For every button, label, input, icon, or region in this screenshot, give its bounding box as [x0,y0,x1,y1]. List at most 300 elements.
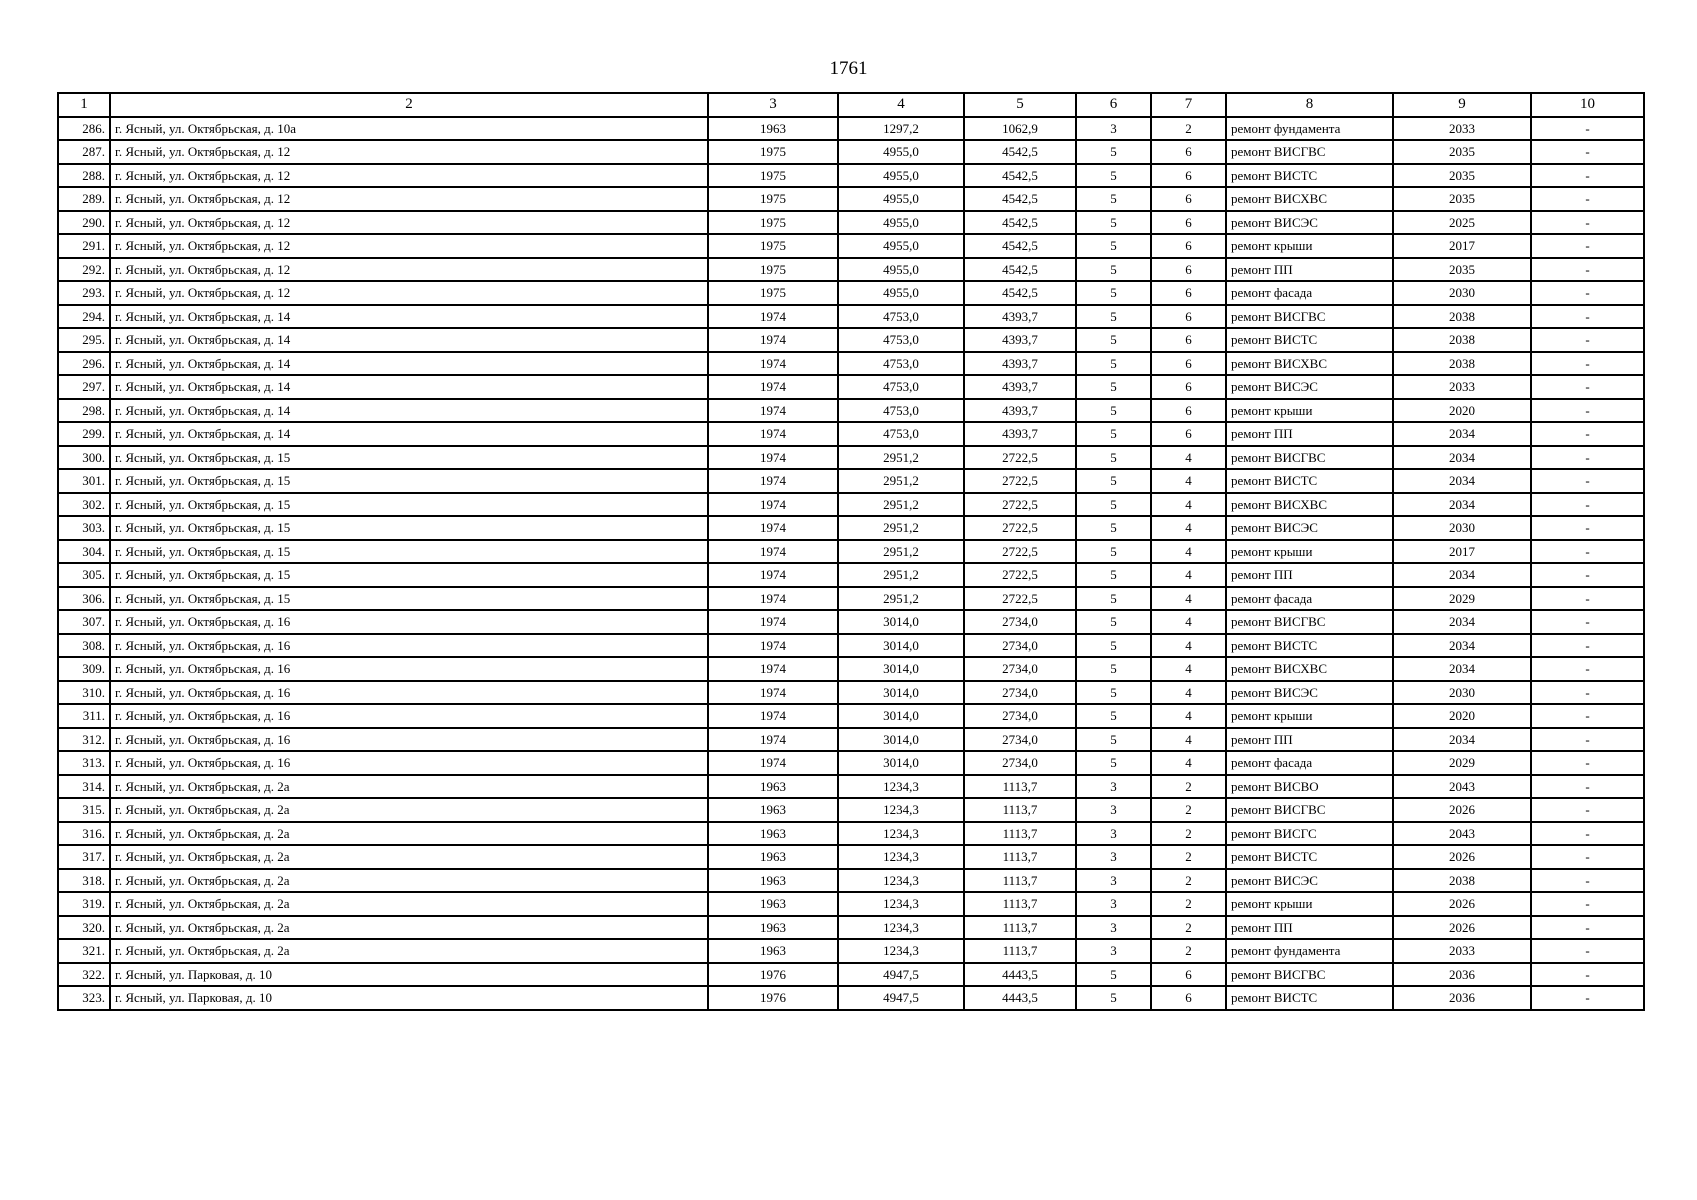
table-row [58,281,1644,305]
floors-cell: 5 [1076,375,1151,399]
table-row [58,610,1644,634]
planned-year-cell: 2038 [1393,869,1531,893]
note-cell: - [1531,211,1644,235]
total-area-cell: 3014,0 [838,610,964,634]
year-cell: 1975 [708,258,838,282]
address-cell: г. Ясный, ул. Октябрьская, д. 2а [110,869,708,893]
table-row [58,234,1644,258]
entrances-cell: 6 [1151,187,1226,211]
row-number: 286. [58,117,110,141]
total-area-cell: 4955,0 [838,234,964,258]
total-area-cell: 1234,3 [838,822,964,846]
planned-year-cell: 2026 [1393,916,1531,940]
note-cell: - [1531,869,1644,893]
entrances-cell: 6 [1151,399,1226,423]
total-area-cell: 4955,0 [838,281,964,305]
floors-cell: 3 [1076,798,1151,822]
table-row [58,681,1644,705]
floors-cell: 5 [1076,704,1151,728]
living-area-cell: 1062,9 [964,117,1076,141]
year-cell: 1976 [708,986,838,1010]
table-row [58,540,1644,564]
floors-cell: 5 [1076,234,1151,258]
note-cell: - [1531,775,1644,799]
floors-cell: 5 [1076,610,1151,634]
note-cell: - [1531,117,1644,141]
row-number: 294. [58,305,110,329]
address-cell: г. Ясный, ул. Октябрьская, д. 16 [110,728,708,752]
entrances-cell: 4 [1151,446,1226,470]
entrances-cell: 6 [1151,140,1226,164]
living-area-cell: 2722,5 [964,469,1076,493]
note-cell: - [1531,164,1644,188]
address-cell: г. Ясный, ул. Октябрьская, д. 2а [110,939,708,963]
living-area-cell: 4393,7 [964,305,1076,329]
work-type-cell: ремонт ВИСГВС [1226,446,1393,470]
note-cell: - [1531,328,1644,352]
planned-year-cell: 2034 [1393,657,1531,681]
table-row [58,563,1644,587]
total-area-cell: 1234,3 [838,845,964,869]
entrances-cell: 2 [1151,117,1226,141]
entrances-cell: 4 [1151,516,1226,540]
note-cell: - [1531,140,1644,164]
planned-year-cell: 2017 [1393,540,1531,564]
work-type-cell: ремонт ПП [1226,563,1393,587]
living-area-cell: 2734,0 [964,681,1076,705]
planned-year-cell: 2034 [1393,634,1531,658]
row-number: 302. [58,493,110,517]
note-cell: - [1531,657,1644,681]
row-number: 322. [58,963,110,987]
work-type-cell: ремонт ВИСТС [1226,634,1393,658]
living-area-cell: 2734,0 [964,728,1076,752]
planned-year-cell: 2033 [1393,117,1531,141]
entrances-cell: 6 [1151,164,1226,188]
total-area-cell: 2951,2 [838,446,964,470]
floors-cell: 5 [1076,469,1151,493]
table-body [58,117,1644,1010]
year-cell: 1974 [708,328,838,352]
row-number: 287. [58,140,110,164]
column-header: 4 [838,93,964,117]
address-cell: г. Ясный, ул. Октябрьская, д. 14 [110,422,708,446]
table-row [58,657,1644,681]
year-cell: 1974 [708,352,838,376]
row-number: 314. [58,775,110,799]
work-type-cell: ремонт фасада [1226,281,1393,305]
note-cell: - [1531,187,1644,211]
note-cell: - [1531,446,1644,470]
living-area-cell: 2722,5 [964,493,1076,517]
column-header: 8 [1226,93,1393,117]
table-row [58,352,1644,376]
entrances-cell: 4 [1151,681,1226,705]
note-cell: - [1531,916,1644,940]
year-cell: 1975 [708,164,838,188]
living-area-cell: 1113,7 [964,822,1076,846]
living-area-cell: 4542,5 [964,281,1076,305]
year-cell: 1974 [708,422,838,446]
work-type-cell: ремонт крыши [1226,399,1393,423]
year-cell: 1963 [708,798,838,822]
floors-cell: 5 [1076,422,1151,446]
total-area-cell: 4955,0 [838,258,964,282]
work-type-cell: ремонт ВИСТС [1226,328,1393,352]
year-cell: 1975 [708,187,838,211]
total-area-cell: 4753,0 [838,422,964,446]
living-area-cell: 2734,0 [964,751,1076,775]
table-row [58,869,1644,893]
table-row [58,775,1644,799]
row-number: 312. [58,728,110,752]
address-cell: г. Ясный, ул. Октябрьская, д. 2а [110,845,708,869]
floors-cell: 3 [1076,822,1151,846]
total-area-cell: 1297,2 [838,117,964,141]
table-row [58,211,1644,235]
table-row [58,845,1644,869]
floors-cell: 5 [1076,258,1151,282]
table-row [58,704,1644,728]
table-row [58,587,1644,611]
note-cell: - [1531,986,1644,1010]
planned-year-cell: 2034 [1393,610,1531,634]
living-area-cell: 4443,5 [964,986,1076,1010]
total-area-cell: 4753,0 [838,328,964,352]
note-cell: - [1531,516,1644,540]
total-area-cell: 3014,0 [838,634,964,658]
year-cell: 1975 [708,281,838,305]
year-cell: 1974 [708,657,838,681]
note-cell: - [1531,728,1644,752]
planned-year-cell: 2038 [1393,328,1531,352]
entrances-cell: 4 [1151,610,1226,634]
total-area-cell: 2951,2 [838,587,964,611]
floors-cell: 3 [1076,775,1151,799]
address-cell: г. Ясный, ул. Октябрьская, д. 14 [110,375,708,399]
row-number: 298. [58,399,110,423]
note-cell: - [1531,681,1644,705]
living-area-cell: 4542,5 [964,211,1076,235]
floors-cell: 5 [1076,634,1151,658]
note-cell: - [1531,258,1644,282]
row-number: 310. [58,681,110,705]
living-area-cell: 4542,5 [964,164,1076,188]
year-cell: 1963 [708,916,838,940]
floors-cell: 5 [1076,305,1151,329]
address-cell: г. Ясный, ул. Октябрьская, д. 15 [110,563,708,587]
planned-year-cell: 2036 [1393,986,1531,1010]
address-cell: г. Ясный, ул. Октябрьская, д. 10а [110,117,708,141]
floors-cell: 5 [1076,328,1151,352]
floors-cell: 5 [1076,140,1151,164]
note-cell: - [1531,469,1644,493]
table-row [58,117,1644,141]
living-area-cell: 4542,5 [964,140,1076,164]
living-area-cell: 2722,5 [964,516,1076,540]
entrances-cell: 4 [1151,751,1226,775]
floors-cell: 5 [1076,352,1151,376]
planned-year-cell: 2043 [1393,822,1531,846]
total-area-cell: 3014,0 [838,704,964,728]
total-area-cell: 2951,2 [838,469,964,493]
row-number: 323. [58,986,110,1010]
row-number: 311. [58,704,110,728]
planned-year-cell: 2025 [1393,211,1531,235]
total-area-cell: 4753,0 [838,352,964,376]
row-number: 290. [58,211,110,235]
note-cell: - [1531,422,1644,446]
living-area-cell: 2734,0 [964,657,1076,681]
row-number: 291. [58,234,110,258]
living-area-cell: 2722,5 [964,563,1076,587]
address-cell: г. Ясный, ул. Октябрьская, д. 2а [110,892,708,916]
address-cell: г. Ясный, ул. Октябрьская, д. 12 [110,281,708,305]
total-area-cell: 1234,3 [838,775,964,799]
year-cell: 1974 [708,540,838,564]
floors-cell: 5 [1076,751,1151,775]
address-cell: г. Ясный, ул. Октябрьская, д. 14 [110,328,708,352]
year-cell: 1974 [708,751,838,775]
year-cell: 1974 [708,375,838,399]
planned-year-cell: 2035 [1393,140,1531,164]
work-type-cell: ремонт ВИСХВС [1226,352,1393,376]
entrances-cell: 4 [1151,704,1226,728]
table-row [58,187,1644,211]
planned-year-cell: 2034 [1393,563,1531,587]
floors-cell: 5 [1076,587,1151,611]
year-cell: 1974 [708,493,838,517]
entrances-cell: 2 [1151,775,1226,799]
living-area-cell: 4443,5 [964,963,1076,987]
column-header: 5 [964,93,1076,117]
entrances-cell: 6 [1151,963,1226,987]
address-cell: г. Ясный, ул. Парковая, д. 10 [110,986,708,1010]
year-cell: 1976 [708,963,838,987]
planned-year-cell: 2038 [1393,352,1531,376]
planned-year-cell: 2034 [1393,493,1531,517]
entrances-cell: 2 [1151,892,1226,916]
floors-cell: 5 [1076,963,1151,987]
address-cell: г. Ясный, ул. Октябрьская, д. 2а [110,822,708,846]
row-number: 309. [58,657,110,681]
work-type-cell: ремонт крыши [1226,704,1393,728]
table-row [58,798,1644,822]
row-number: 305. [58,563,110,587]
table-row [58,963,1644,987]
year-cell: 1963 [708,939,838,963]
address-cell: г. Ясный, ул. Октябрьская, д. 15 [110,469,708,493]
work-type-cell: ремонт ВИСГВС [1226,305,1393,329]
work-type-cell: ремонт ВИСЭС [1226,516,1393,540]
address-cell: г. Ясный, ул. Октябрьская, д. 2а [110,775,708,799]
entrances-cell: 6 [1151,305,1226,329]
row-number: 304. [58,540,110,564]
row-number: 299. [58,422,110,446]
address-cell: г. Ясный, ул. Октябрьская, д. 12 [110,211,708,235]
living-area-cell: 1113,7 [964,775,1076,799]
planned-year-cell: 2030 [1393,681,1531,705]
living-area-cell: 1113,7 [964,798,1076,822]
column-header: 6 [1076,93,1151,117]
address-cell: г. Ясный, ул. Октябрьская, д. 2а [110,916,708,940]
floors-cell: 3 [1076,117,1151,141]
row-number: 296. [58,352,110,376]
work-type-cell: ремонт ВИСГВС [1226,963,1393,987]
total-area-cell: 1234,3 [838,916,964,940]
floors-cell: 3 [1076,892,1151,916]
living-area-cell: 4393,7 [964,422,1076,446]
address-cell: г. Ясный, ул. Октябрьская, д. 15 [110,540,708,564]
planned-year-cell: 2038 [1393,305,1531,329]
planned-year-cell: 2033 [1393,375,1531,399]
floors-cell: 5 [1076,516,1151,540]
table-row [58,164,1644,188]
table-row [58,634,1644,658]
floors-cell: 3 [1076,869,1151,893]
total-area-cell: 4955,0 [838,187,964,211]
note-cell: - [1531,540,1644,564]
note-cell: - [1531,563,1644,587]
table-row [58,446,1644,470]
entrances-cell: 6 [1151,986,1226,1010]
table-row [58,516,1644,540]
work-type-cell: ремонт ПП [1226,422,1393,446]
address-cell: г. Ясный, ул. Октябрьская, д. 12 [110,234,708,258]
work-type-cell: ремонт ВИСЭС [1226,375,1393,399]
table-row [58,469,1644,493]
address-cell: г. Ясный, ул. Октябрьская, д. 15 [110,446,708,470]
work-type-cell: ремонт ПП [1226,258,1393,282]
note-cell: - [1531,751,1644,775]
table-row [58,728,1644,752]
planned-year-cell: 2020 [1393,704,1531,728]
row-number: 313. [58,751,110,775]
row-number: 321. [58,939,110,963]
year-cell: 1974 [708,563,838,587]
living-area-cell: 2722,5 [964,587,1076,611]
entrances-cell: 4 [1151,634,1226,658]
entrances-cell: 6 [1151,258,1226,282]
work-type-cell: ремонт ВИСЭС [1226,681,1393,705]
note-cell: - [1531,845,1644,869]
floors-cell: 5 [1076,493,1151,517]
column-header: 9 [1393,93,1531,117]
planned-year-cell: 2034 [1393,422,1531,446]
living-area-cell: 4542,5 [964,258,1076,282]
floors-cell: 5 [1076,281,1151,305]
address-cell: г. Ясный, ул. Октябрьская, д. 12 [110,187,708,211]
year-cell: 1975 [708,234,838,258]
table-row [58,399,1644,423]
planned-year-cell: 2035 [1393,187,1531,211]
living-area-cell: 1113,7 [964,916,1076,940]
row-number: 292. [58,258,110,282]
year-cell: 1974 [708,728,838,752]
note-cell: - [1531,352,1644,376]
total-area-cell: 3014,0 [838,728,964,752]
planned-year-cell: 2030 [1393,516,1531,540]
address-cell: г. Ясный, ул. Октябрьская, д. 14 [110,305,708,329]
floors-cell: 5 [1076,446,1151,470]
total-area-cell: 4753,0 [838,375,964,399]
total-area-cell: 1234,3 [838,892,964,916]
planned-year-cell: 2035 [1393,258,1531,282]
note-cell: - [1531,587,1644,611]
row-number: 289. [58,187,110,211]
column-header: 7 [1151,93,1226,117]
note-cell: - [1531,704,1644,728]
note-cell: - [1531,822,1644,846]
row-number: 303. [58,516,110,540]
year-cell: 1963 [708,822,838,846]
total-area-cell: 4947,5 [838,963,964,987]
total-area-cell: 1234,3 [838,869,964,893]
entrances-cell: 2 [1151,822,1226,846]
table-row [58,822,1644,846]
year-cell: 1974 [708,446,838,470]
planned-year-cell: 2034 [1393,446,1531,470]
work-type-cell: ремонт ВИСЭС [1226,869,1393,893]
address-cell: г. Ясный, ул. Октябрьская, д. 15 [110,493,708,517]
work-type-cell: ремонт фасада [1226,751,1393,775]
note-cell: - [1531,281,1644,305]
address-cell: г. Ясный, ул. Октябрьская, д. 12 [110,164,708,188]
entrances-cell: 4 [1151,493,1226,517]
year-cell: 1974 [708,399,838,423]
row-number: 318. [58,869,110,893]
work-type-cell: ремонт крыши [1226,892,1393,916]
year-cell: 1963 [708,892,838,916]
table-row [58,422,1644,446]
floors-cell: 5 [1076,986,1151,1010]
total-area-cell: 2951,2 [838,540,964,564]
work-type-cell: ремонт ВИСХВС [1226,493,1393,517]
work-type-cell: ремонт ВИСГС [1226,822,1393,846]
table-row [58,986,1644,1010]
work-type-cell: ремонт ВИСЭС [1226,211,1393,235]
planned-year-cell: 2033 [1393,939,1531,963]
row-number: 300. [58,446,110,470]
table-row [58,375,1644,399]
entrances-cell: 6 [1151,234,1226,258]
floors-cell: 5 [1076,187,1151,211]
floors-cell: 5 [1076,540,1151,564]
note-cell: - [1531,892,1644,916]
living-area-cell: 4393,7 [964,352,1076,376]
floors-cell: 5 [1076,563,1151,587]
table-row [58,892,1644,916]
address-cell: г. Ясный, ул. Октябрьская, д. 15 [110,516,708,540]
row-number: 293. [58,281,110,305]
row-number: 288. [58,164,110,188]
work-type-cell: ремонт крыши [1226,540,1393,564]
row-number: 317. [58,845,110,869]
living-area-cell: 2734,0 [964,704,1076,728]
work-type-cell: ремонт ВИСВО [1226,775,1393,799]
entrances-cell: 2 [1151,869,1226,893]
entrances-cell: 6 [1151,422,1226,446]
total-area-cell: 4955,0 [838,164,964,188]
total-area-cell: 4947,5 [838,986,964,1010]
note-cell: - [1531,399,1644,423]
note-cell: - [1531,963,1644,987]
living-area-cell: 1113,7 [964,845,1076,869]
planned-year-cell: 2026 [1393,798,1531,822]
row-number: 301. [58,469,110,493]
living-area-cell: 4393,7 [964,328,1076,352]
planned-year-cell: 2026 [1393,845,1531,869]
